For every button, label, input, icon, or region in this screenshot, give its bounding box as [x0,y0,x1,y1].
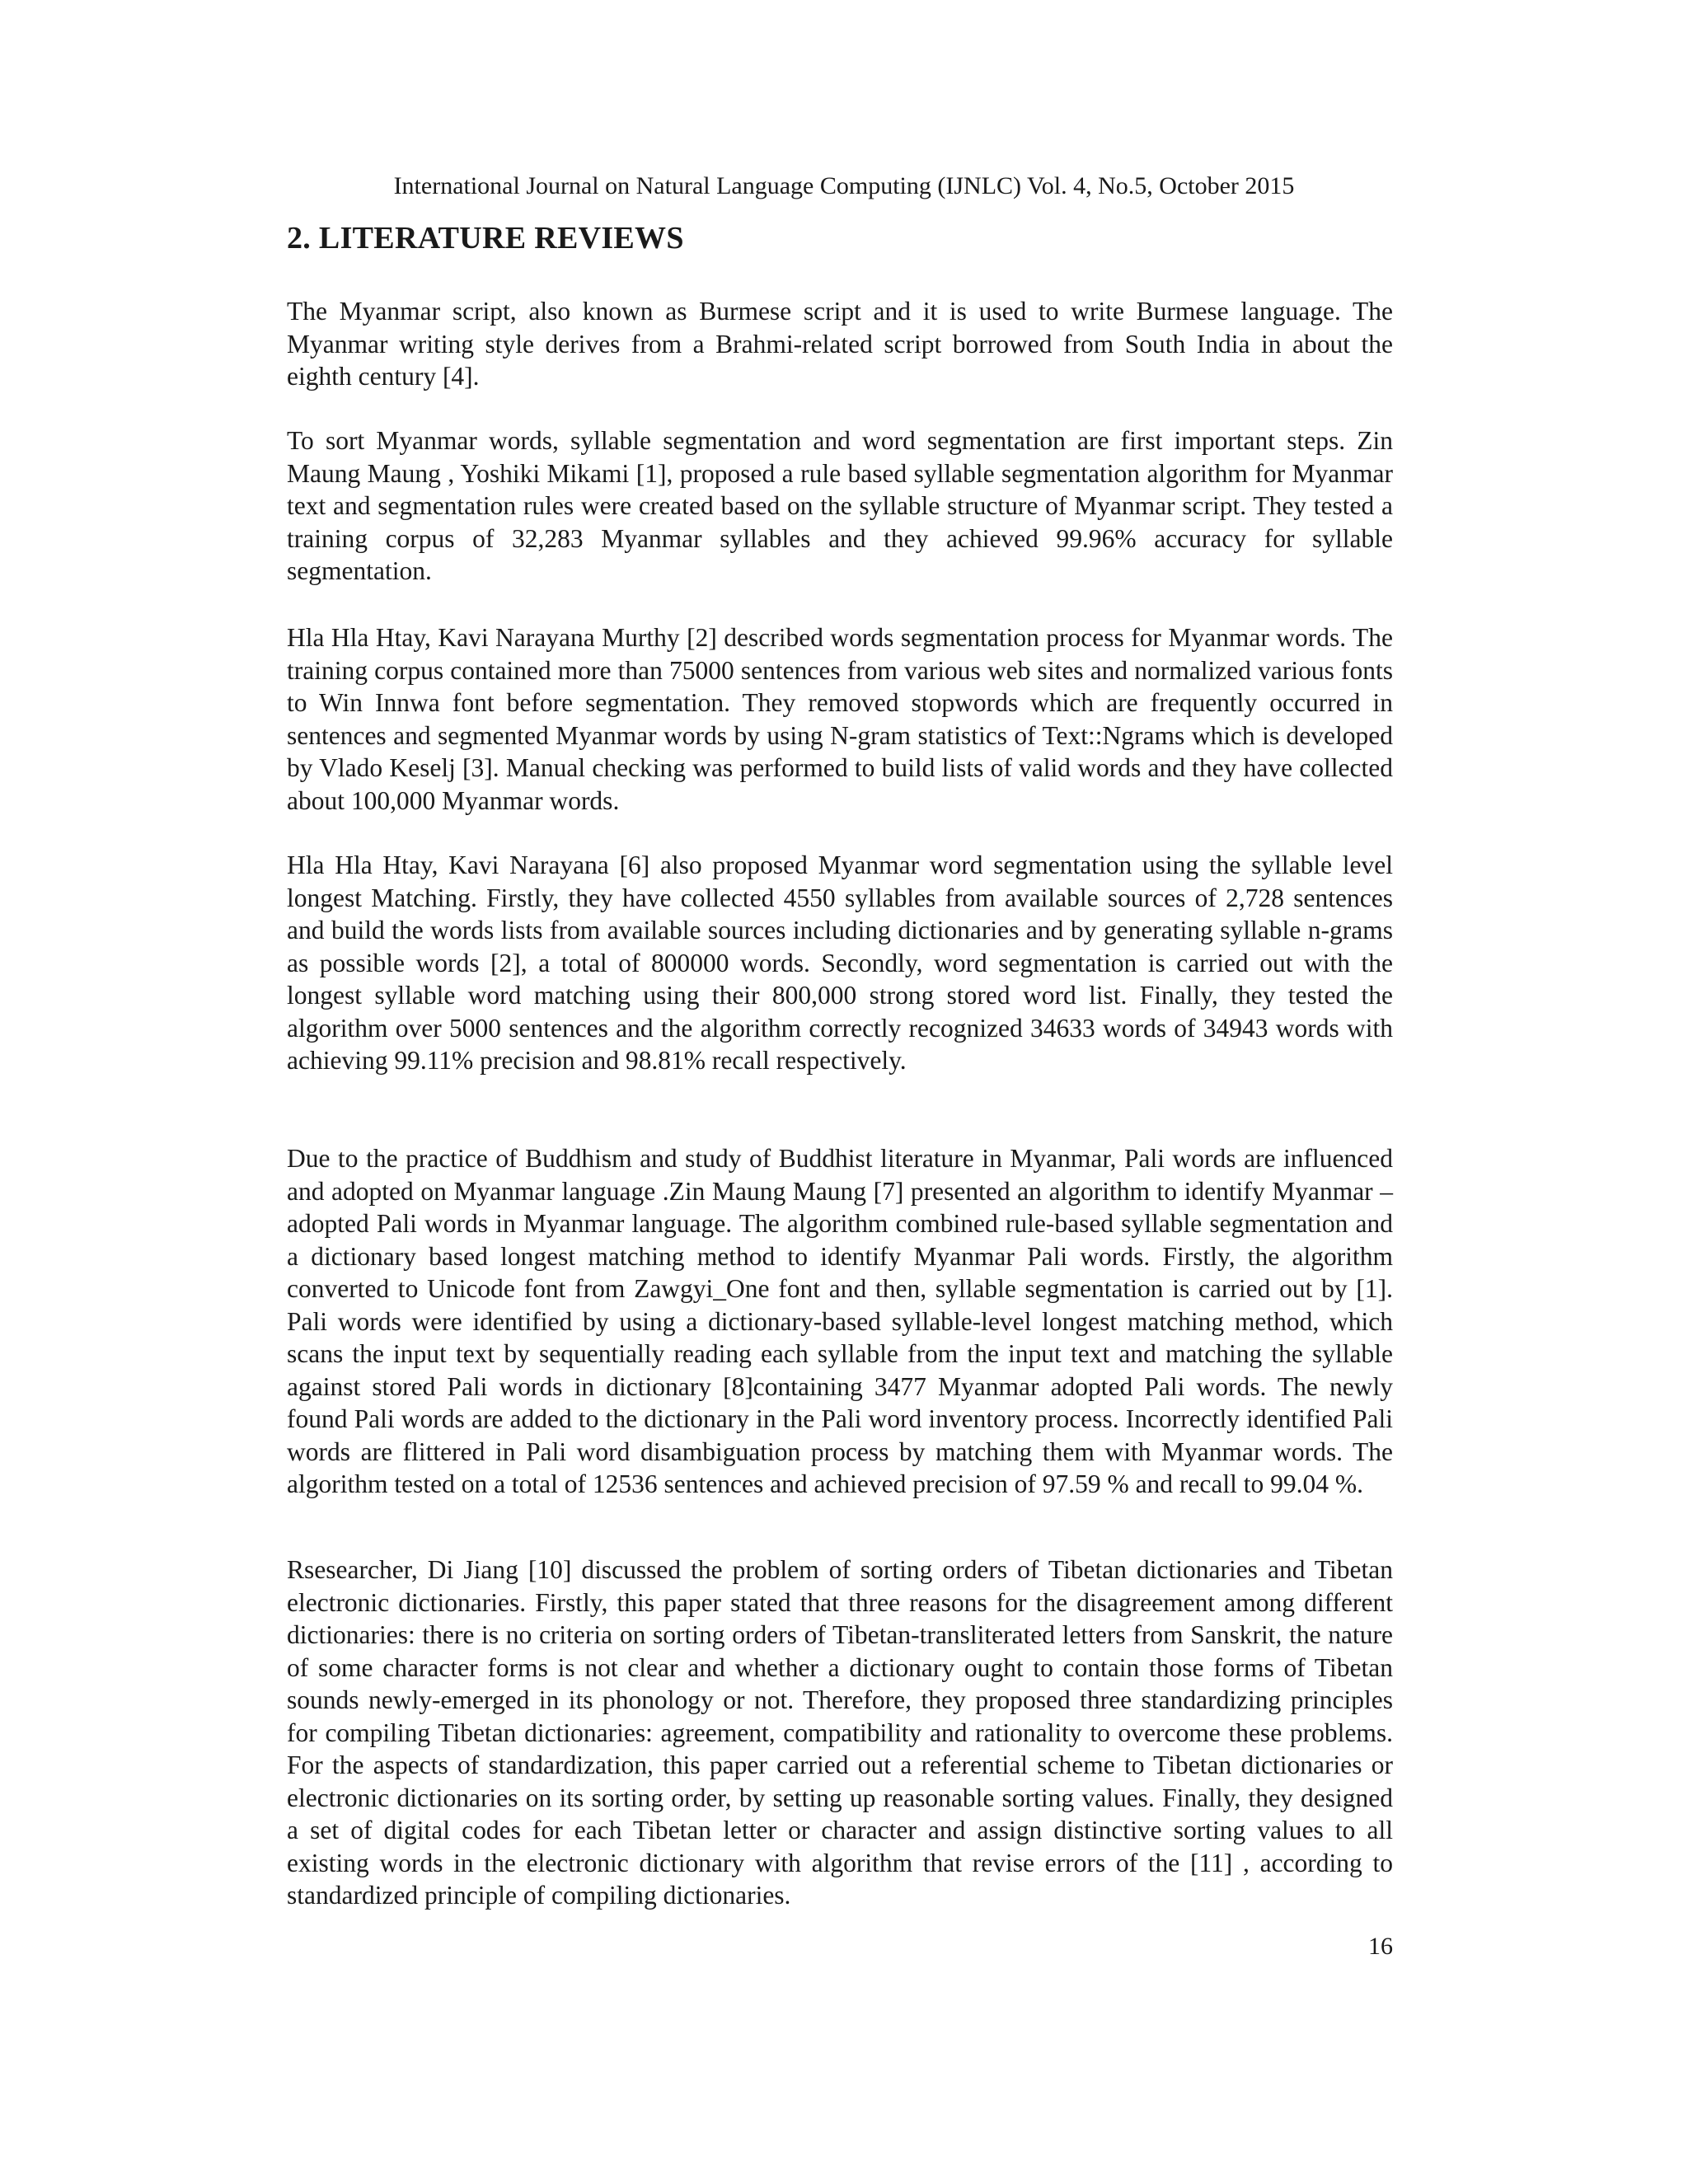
journal-header: International Journal on Natural Language Computing (IJNLC) Vol. 4, No.5, October 2015 [393,172,1295,199]
section-number: 2. [287,221,312,255]
section-title-initial: L [318,221,340,255]
paragraph-longest-matching: Hla Hla Htay, Kavi Narayana [6] also proposed Myanmar word segmentation using the syllable level longest Matching. Firstly, they have collected 4550 syllables from available sources of 2,728 sentences and build the words lists from available sources including dictionaries and by generating syllable n-grams as possible words [2], a total of 800000 words. Secondly, word segmentation is carried out with the longest syllable word matching using their 800,000 strong stored word list. Finally, they tested the algorithm over 5000 sentences and the algorithm correctly recognized 34633 words of 34943 words with achieving 99.11% precision and 98.81% recall respectively. [287,851,1393,1075]
paragraph-tibetan-dictionaries: Rsesearcher, Di Jiang [10] discussed the problem of sorting orders of Tibetan dictionaries and Tibetan electronic dictionaries. Firstly, this paper stated that three reasons for the disagreement among different dictionaries: there is no criteria on sorting orders of Tibetan-transliterated letters from Sanskrit, the nature of some character forms is not clear and whether a dictionary ought to contain those forms of Tibetan sounds newly-emerged in its phonology or not. Therefore, they proposed three standardizing principles for compiling Tibetan dictionaries: agreement, compatibility and rationality to overcome these problems. For the aspects of standardization, this paper carried out a referential scheme to Tibetan dictionaries or electronic dictionaries on its sorting order, by setting up reasonable sorting values. Finally, they designed a set of digital codes for each Tibetan letter or character and assign distinctive sorting values to all existing words in the electronic dictionary with algorithm that revise errors of the [11] , according to standardized principle of compiling dictionaries. [287,1555,1393,1910]
section-heading [287,219,684,257]
paragraph-myanmar-script: The Myanmar script, also known as Burmese script and it is used to write Burmese language. The Myanmar writing style derives from a Brahmi-related script borrowed from South India in about the eighth century [4]. [287,297,1393,391]
paragraph-pali-words: Due to the practice of Buddhism and study of Buddhist literature in Myanmar, Pali words are influenced and adopted on Myanmar language .Zin Maung Maung [7] presented an algorithm to identify Myanmar –adopted Pali words in Myanmar language. The algorithm combined rule-based syllable segmentation and a dictionary based longest matching method to identify Myanmar Pali words. Firstly, the algorithm converted to Unicode font from Zawgyi_One font and then, syllable segmentation is carried out by [1]. Pali words were identified by using a dictionary-based syllable-level longest matching method, which scans the input text by sequentially reading each syllable from the input text and matching the syllable against stored Pali words in dictionary [8]containing 3477 Myanmar adopted Pali words. The newly found Pali words are added to the dictionary in the Pali word inventory process. Incorrectly identified Pali words are flittered in Pali word disambiguation process by matching them with Myanmar words. The algorithm tested on a total of 12536 sentences and achieved precision of 97.59 % and recall to 99.04 %. [287,1144,1393,1498]
section-title-rest: ITERATURE REVIEWS [340,221,684,255]
paragraph-word-segmentation: Hla Hla Htay, Kavi Narayana Murthy [2] described words segmentation process for Myanmar words. The training corpus contained more than 75000 sentences from various web sites and normalized various fonts to Win Innwa font before segmentation. They removed stopwords which are frequently occurred in sentences and segmented Myanmar words by using N-gram statistics of Text::Ngrams which is developed by Vlado Keselj [3]. Manual checking was performed to build lists of valid words and they have collected about 100,000 Myanmar words. [287,623,1393,815]
page-number: 16 [1368,1933,1393,1960]
paragraph-syllable-segmentation: To sort Myanmar words, syllable segmentation and word segmentation are first important steps. Zin Maung Maung , Yoshiki Mikami [1], proposed a rule based syllable segmentation algorithm for Myanmar text and segmentation rules were created based on the syllable structure of Myanmar script. They tested a training corpus of 32,283 Myanmar syllables and they achieved 99.96% accuracy for syllable segmentation. [287,426,1393,585]
